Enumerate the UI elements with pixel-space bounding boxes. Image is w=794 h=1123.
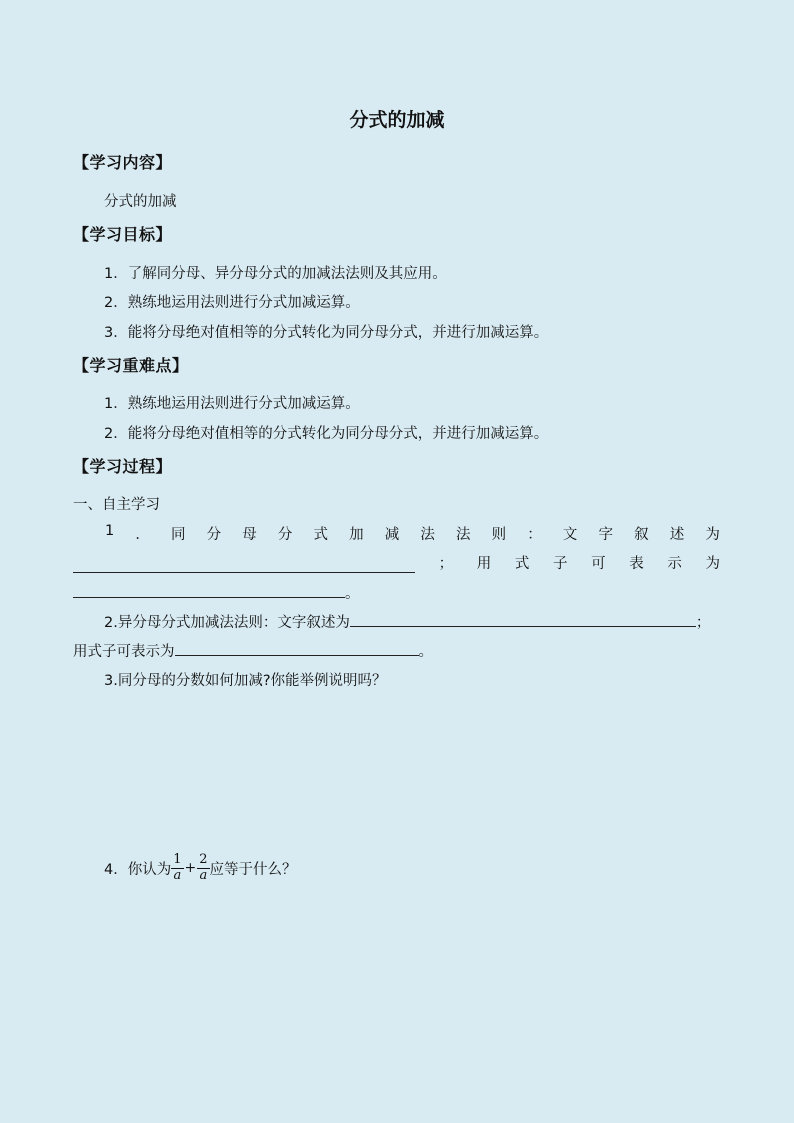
question-4-text: 应等于什么？ <box>209 861 297 878</box>
q1-char: 分 <box>277 527 293 543</box>
q1-char: 母 <box>242 527 257 543</box>
q1-char: 可 <box>591 556 606 572</box>
question-2-line-1 <box>104 611 710 632</box>
q1-char: 用 <box>476 556 492 572</box>
section-head-goals: 【学习目标】 <box>73 225 173 244</box>
question-2-line-2 <box>73 640 433 661</box>
question-4-text: 4．你认为 <box>104 861 172 878</box>
answer-blank[interactable] <box>73 583 345 598</box>
semicolon: ； <box>695 615 711 631</box>
q1-char: 式 <box>313 527 328 543</box>
answer-blank[interactable] <box>73 558 415 573</box>
goal-item-2: 2．熟练地运用法则进行分式加减运算。 <box>104 295 360 311</box>
answer-blank[interactable] <box>175 641 419 656</box>
q1-char: 为 <box>705 527 720 543</box>
question-2-text: 2.异分母分式加减法法则：文字叙述为 <box>104 615 350 631</box>
fraction-numerator: 1 <box>173 852 182 868</box>
period: 。 <box>345 586 360 602</box>
question-1-line-1 <box>105 523 720 544</box>
q1-char: 述 <box>669 527 685 543</box>
q1-char: ： <box>527 527 542 543</box>
part-heading: 一、自主学习 <box>73 497 160 513</box>
fraction-1 <box>171 853 183 883</box>
goal-item-3: 3．能将分母绝对值相等的分式转化为同分母分式，并进行加减运算。 <box>104 325 549 341</box>
section-head-content: 【学习内容】 <box>73 153 173 172</box>
q1-char: 为 <box>705 556 720 572</box>
q1-char: 分 <box>206 527 222 543</box>
q1-char: 示 <box>667 556 682 572</box>
fraction-numerator: 2 <box>199 852 208 868</box>
fraction-denominator: a <box>173 867 182 883</box>
fraction-2 <box>197 853 209 883</box>
q1-char: 加 <box>349 527 364 543</box>
key-item-2: 2．能将分母绝对值相等的分式转化为同分母分式，并进行加减运算。 <box>104 426 549 442</box>
answer-blank[interactable] <box>350 612 696 627</box>
section-head-keys: 【学习重难点】 <box>73 356 189 375</box>
q1-char: 文 <box>562 527 578 543</box>
q1-char: 同 <box>170 527 186 543</box>
q1-char: 式 <box>514 556 530 572</box>
question-1-line-3 <box>73 582 360 603</box>
key-item-1: 1．熟练地运用法则进行分式加减运算。 <box>104 396 360 412</box>
question-1-line-2 <box>73 552 720 573</box>
plus-sign: + <box>184 860 197 876</box>
q1-char: 表 <box>629 556 644 572</box>
q1-char: 字 <box>598 527 613 543</box>
q1-char: 法 <box>420 527 435 543</box>
q1-char: 叙 <box>634 527 649 543</box>
q1-char: 子 <box>553 556 568 572</box>
question-2-text: 用式子可表示为 <box>73 644 175 660</box>
question-3: 3.同分母的分数如何加减?你能举例说明吗？ <box>104 673 387 689</box>
period: 。 <box>418 644 433 660</box>
q1-char: 1 <box>105 523 115 539</box>
q1-char: 则 <box>491 527 507 543</box>
q1-char: ； <box>438 556 454 572</box>
q1-char: ． <box>135 527 150 543</box>
q1-char: 减 <box>384 527 400 543</box>
content-text: 分式的加减 <box>104 194 177 210</box>
q1-char: 法 <box>455 527 471 543</box>
fraction-denominator: a <box>199 867 208 883</box>
section-head-process: 【学习过程】 <box>73 457 173 476</box>
goal-item-1: 1．了解同分母、异分母分式的加减法法则及其应用。 <box>104 266 447 282</box>
question-4 <box>104 846 297 890</box>
page-title: 分式的加减 <box>349 109 445 131</box>
